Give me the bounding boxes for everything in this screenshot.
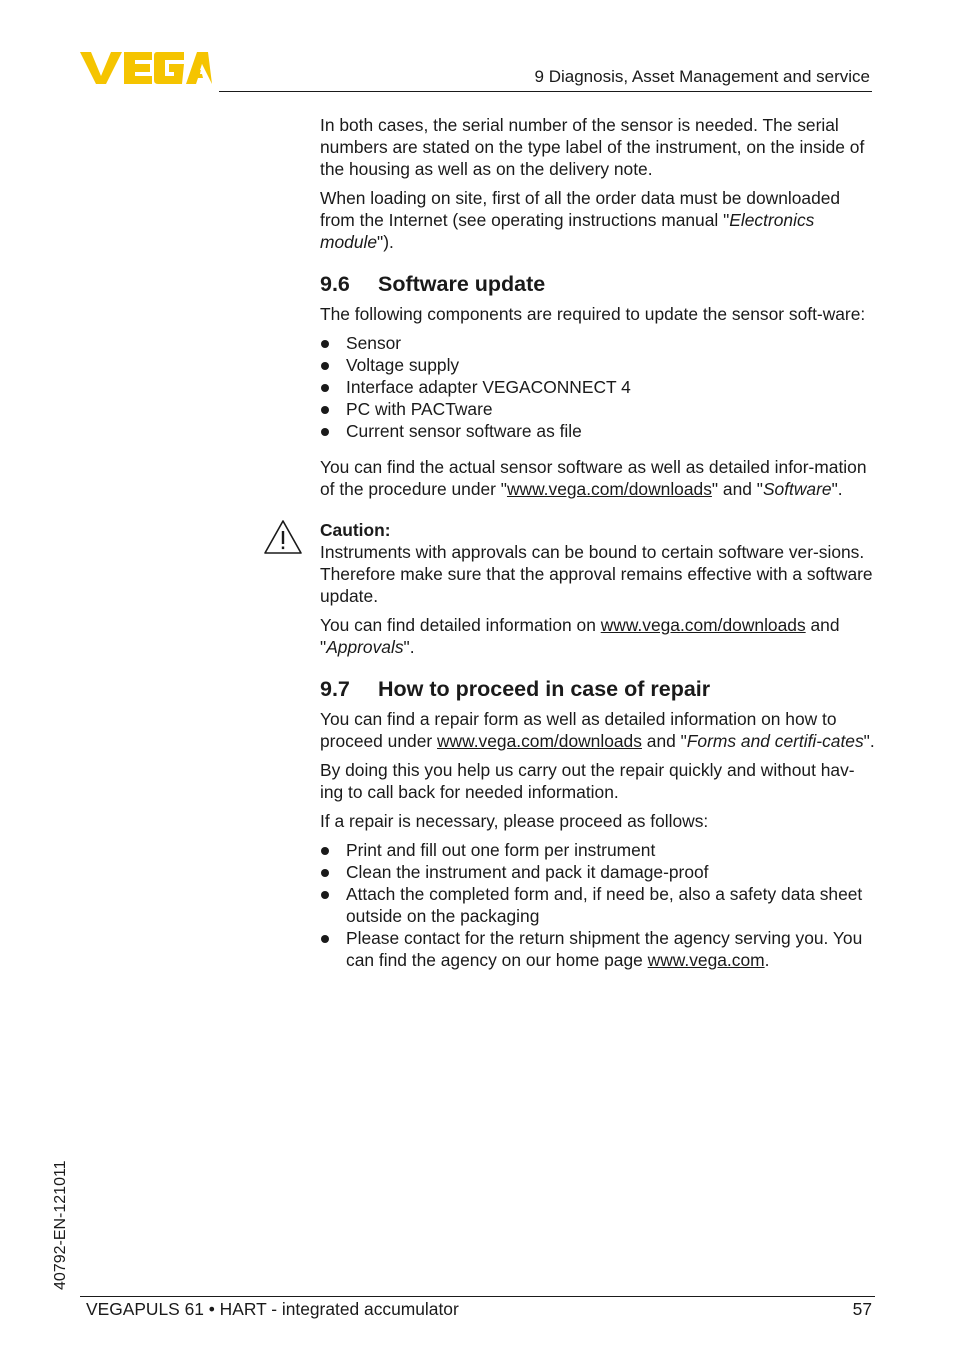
list-item: PC with PACTware	[320, 398, 876, 420]
caution-label: Caution:	[320, 520, 391, 540]
repair-paragraph-1	[320, 708, 876, 752]
repair-p1-text-mid: and "	[641, 731, 687, 751]
intro-p2-text: When loading on site, first of all the order data must be downloaded from the Internet (see operating instructions manual "	[320, 188, 841, 230]
caution-text: Instruments with approvals can be bound to certain software ver-sions. Therefore make sure that the approval remains effective with a software update.	[320, 542, 873, 606]
header-section-title: 9 Diagnosis, Asset Management and service	[534, 67, 870, 86]
approvals-downloads-link[interactable]: www.vega.com/downloads	[600, 615, 806, 635]
approvals-text-mid: and "	[320, 615, 840, 657]
intro-p2-emphasis: Electronics module	[320, 210, 815, 252]
contact-text: Please contact for the return shipment the agency serving you. You can find the agency on our home page	[346, 928, 863, 970]
intro-paragraph-2	[320, 187, 876, 253]
software-info-text: You can find the actual sensor software as well as detailed infor-mation of the procedure under "	[320, 457, 867, 499]
software-info-text-end: ".	[831, 479, 843, 499]
repair-paragraph-3: If a repair is necessary, please proceed as follows:	[320, 811, 709, 831]
contact-text-end: .	[764, 950, 770, 970]
footer-doc-title: VEGAPULS 61 • HART - integrated accumulator	[86, 1299, 459, 1319]
footer-rule	[80, 1296, 875, 1297]
software-emphasis: Software	[762, 479, 832, 499]
document-code: 40792-EN-121011	[52, 1160, 69, 1290]
list-item	[320, 927, 876, 971]
list-item: Interface adapter VEGACONNECT 4	[320, 376, 876, 398]
approvals-paragraph	[320, 614, 876, 658]
list-item: Clean the instrument and pack it damage-proof	[320, 861, 876, 883]
approvals-text: You can find detailed information on	[320, 615, 601, 635]
intro-p2-text-end: ").	[377, 232, 394, 252]
repair-steps-list	[320, 839, 876, 971]
software-info-paragraph	[320, 456, 876, 500]
section-96-title: Software update	[378, 272, 546, 296]
section-97-heading	[320, 676, 876, 702]
repair-p1-text: You can find a repair form as well as detailed information on how to proceed under	[320, 709, 837, 751]
intro-paragraph-1: In both cases, the serial number of the sensor is needed. The serial numbers are stated on the type label of the instrument, on the inside of the housing as well as on the delivery note.	[320, 115, 865, 179]
section-97-title: How to proceed in case of repair	[378, 677, 711, 701]
repair-p1-emphasis: Forms and certifi-cates	[686, 731, 864, 751]
page-content	[320, 114, 876, 985]
section-96-lead: The following components are required to update the sensor soft-ware:	[320, 304, 866, 324]
list-item: Print and fill out one form per instrument	[320, 839, 876, 861]
vega-logo	[80, 50, 212, 86]
repair-paragraph-2: By doing this you help us carry out the repair quickly and without hav-ing to call back for needed information.	[320, 760, 855, 802]
approvals-text-end: ".	[403, 637, 415, 657]
repair-downloads-link[interactable]: www.vega.com/downloads	[437, 731, 642, 751]
section-97-number: 9.7	[320, 677, 350, 701]
approvals-emphasis: Approvals	[326, 637, 404, 657]
caution-block	[320, 519, 876, 658]
header-rule	[219, 91, 872, 92]
list-item: Sensor	[320, 332, 876, 354]
list-item: Voltage supply	[320, 354, 876, 376]
list-item: Attach the completed form and, if need be, also a safety data sheet outside on the packaging	[320, 883, 876, 927]
components-list	[320, 332, 876, 442]
page-number: 57	[852, 1299, 872, 1319]
repair-p1-text-end: ".	[863, 731, 875, 751]
software-info-text-mid: " and "	[711, 479, 763, 499]
downloads-link[interactable]: www.vega.com/downloads	[506, 479, 712, 499]
homepage-link[interactable]: www.vega.com	[647, 950, 765, 970]
warning-triangle-icon	[263, 519, 303, 555]
list-item: Current sensor software as file	[320, 420, 876, 442]
section-96-heading	[320, 271, 876, 297]
section-96-number: 9.6	[320, 272, 350, 296]
